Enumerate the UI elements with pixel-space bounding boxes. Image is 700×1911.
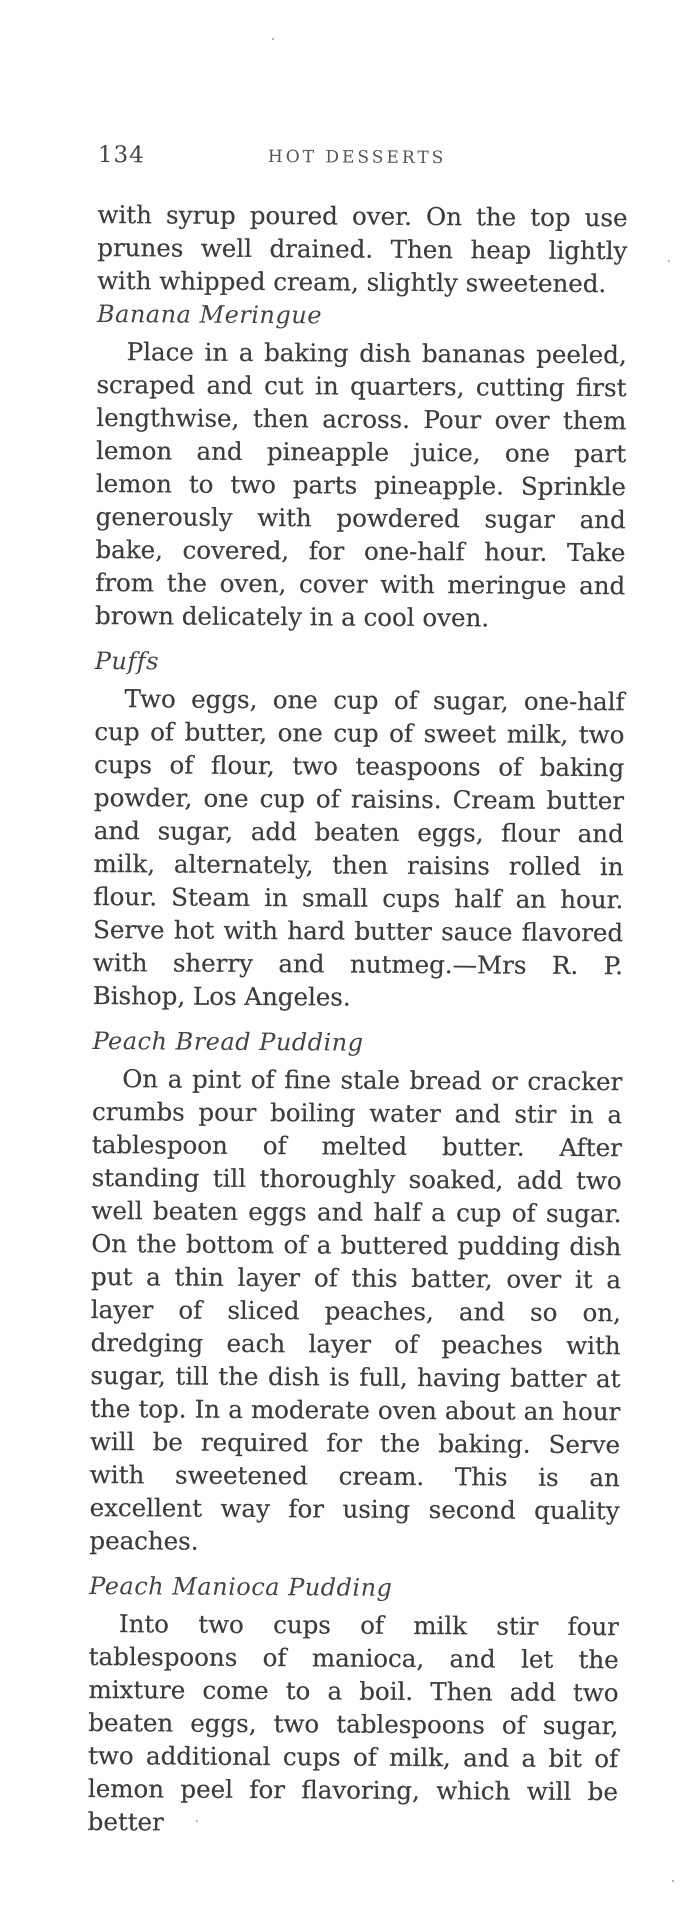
continuation-paragraph: with syrup poured over. On the top use prunes well drained. Then heap lightly with whipped cream, slightly sweetened. — [97, 199, 628, 299]
paper-speck — [272, 38, 274, 40]
recipe-title-peach-manioca-pudding: Peach Manioca Pudding — [89, 1571, 393, 1602]
paper-speck — [672, 1880, 674, 1882]
recipe-body-peach-bread-pudding: On a pint of fine stale bread or cracker crumbs pour boiling water and stir in a tablespoon of melted butter. After standing till thoroughly soaked, add two well beaten eggs and half a cup of sugar. On the bottom of a buttered pudding dish put a thin layer of this batter, over it a layer of sliced peaches, and so on, dredging each layer of peaches with sugar, till the dish is full, having batter at the top. In a moderate oven about an hour will be required for the baking. Serve with sweetened cream. This is an excellent way for using second quality peaches. — [89, 1064, 623, 1556]
recipe-body-puffs: Two eggs, one cup of sugar, one-half cup of butter, one cup of sweet milk, two cups of flour, two teaspoons of baking powder, one cup of raisins. Cream butter and sugar, add beaten eggs, flour and milk, alternately, then raisins rolled in flour. Steam in small cups half an hour. Serve hot with hard butter sauce flavored with sherry and nutmeg.—Mrs R. P. Bishop, Los Angeles. — [92, 684, 625, 1012]
recipe-body-banana-meringue: Place in a baking dish bananas peeled, scraped and cut in quarters, cutting first lengthwise, then across. Pour over them lemon and pineapple juice, one part lemon to two parts pineapple. Sprinkle generously with powdered sugar and bake, covered, for one-half hour. Take from the oven, cover with meringue and brown delicately in a cool oven. — [95, 337, 627, 633]
paper-speck — [668, 260, 670, 262]
recipe-title-puffs: Puffs — [94, 646, 160, 676]
book-page — [88, 140, 628, 1841]
recipe-title-peach-bread-pudding: Peach Bread Pudding — [92, 1026, 364, 1057]
running-head: HOT DESSERTS — [267, 147, 447, 169]
page-number: 134 — [97, 141, 145, 169]
recipe-title-banana-meringue: Banana Meringue — [96, 299, 323, 330]
recipe-body-peach-manioca-pudding: Into two cups of milk stir four tablespoons of manioca, and let the mixture come to a boil. Then add two beaten eggs, two tablespoons of sugar, two additional cups of milk, and a bit of lemon peel for flavoring, which will be better — [87, 1609, 620, 1837]
page-header — [98, 140, 628, 183]
